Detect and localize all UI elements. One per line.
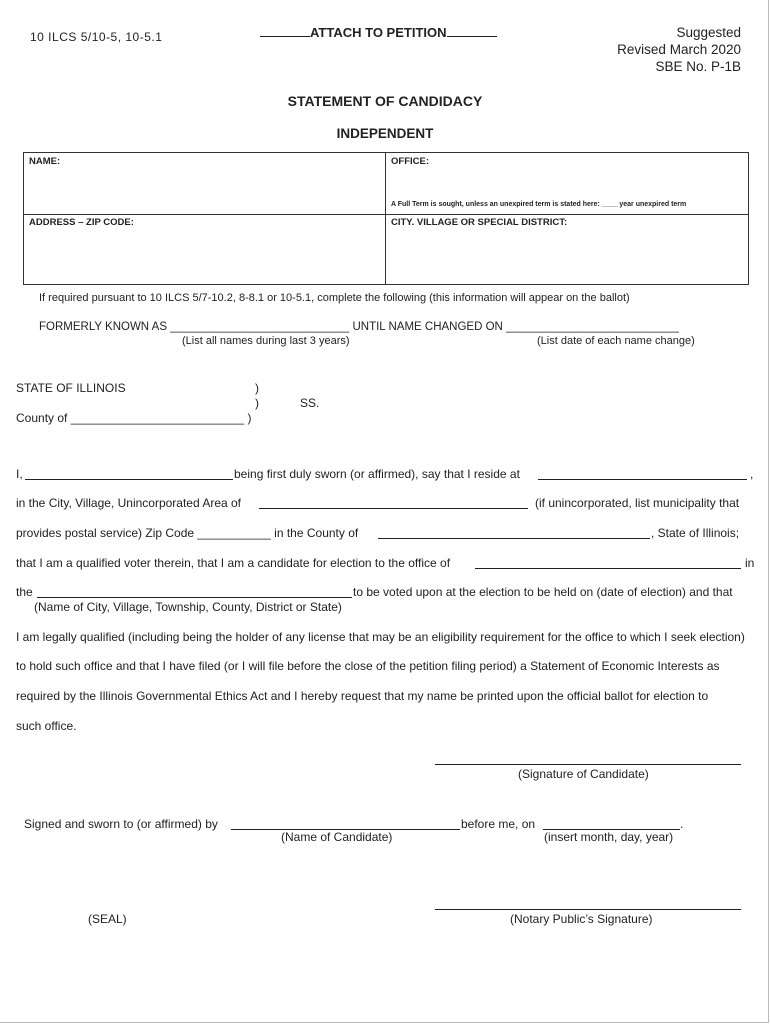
form-info	[617, 24, 741, 75]
formerly-known-as-line[interactable]: FORMERLY KNOWN AS ____________________________ UNTIL NAME CHANGED ON ___________________________	[39, 321, 679, 333]
signed-sworn-text: Signed and sworn to (or affirmed) by	[24, 817, 218, 831]
full-term-note: A Full Term is sought, unless an unexpired term is stated here: ____ year unexpired term	[391, 201, 687, 208]
candidate-signature-label: (Signature of Candidate)	[518, 767, 649, 781]
qualification-line-4: such office.	[16, 719, 77, 733]
candidate-name-line[interactable]	[25, 479, 233, 480]
oath-postal-text[interactable]: provides postal service) Zip Code ___________ in the County of	[16, 526, 359, 540]
qualification-line-1: I am legally qualified (including being the holder of any license that may be an eligibility requirement for the office to which I seek election)	[16, 630, 745, 644]
name-field[interactable]: NAME:	[29, 156, 61, 167]
box-horizontal-divider	[24, 214, 748, 215]
candidate-signature-line[interactable]	[435, 764, 741, 765]
address-field[interactable]: ADDRESS – ZIP CODE:	[29, 217, 134, 228]
attach-underline-right	[447, 26, 497, 37]
venue-paren-1: )	[255, 381, 259, 395]
box-vertical-divider	[385, 153, 386, 284]
attach-to-petition	[260, 25, 497, 40]
venue-paren-2: )	[255, 396, 259, 410]
subdivision-hint: (Name of City, Village, Township, County, District or State)	[34, 600, 342, 614]
ss-label: SS.	[300, 396, 320, 410]
name-of-candidate-hint: (Name of Candidate)	[281, 830, 393, 844]
district-field[interactable]: CITY. VILLAGE OR SPECIAL DISTRICT:	[391, 217, 568, 228]
notary-signature-label: (Notary Public’s Signature)	[510, 912, 653, 926]
oath-voted-text: to be voted upon at the election to be held on (date of election) and that	[353, 585, 733, 599]
residence-line[interactable]	[538, 479, 747, 480]
oath-state-text: , State of Illinois;	[651, 526, 740, 540]
office-field[interactable]: OFFICE:	[391, 156, 429, 167]
former-name-intro: If required pursuant to 10 ILCS 5/7-10.2, 8-8.1 or 10-5.1, complete the following (this information will appear on the ballot)	[39, 292, 630, 304]
county-of-line[interactable]	[378, 538, 650, 539]
suggested-label: Suggested	[676, 25, 741, 40]
oath-qualified-text: that I am a qualified voter therein, that I am a candidate for election to the office of	[16, 556, 451, 570]
oath-sworn-text: being first duly sworn (or affirmed), say that I reside at	[234, 467, 520, 481]
name-change-dates-hint: (List date of each name change)	[537, 335, 695, 347]
former-names-hint: (List all names during last 3 years)	[182, 335, 350, 347]
residence-comma: ,	[750, 467, 754, 481]
page-subtitle: INDEPENDENT	[336, 126, 434, 141]
before-me-text: before me, on	[461, 817, 536, 831]
oath-the-text: the	[16, 585, 33, 599]
insert-date-hint: (insert month, day, year)	[544, 830, 674, 844]
statute-reference: 10 ILCS 5/10-5, 10-5.1	[30, 30, 163, 44]
oath-i: I,	[16, 467, 23, 481]
attach-label: ATTACH TO PETITION	[310, 25, 447, 40]
state-of-illinois: STATE OF ILLINOIS	[16, 381, 126, 395]
oath-uninc-text: (if unincorporated, list municipality that	[535, 496, 740, 510]
oath-in-text: in	[745, 556, 755, 570]
revised-label: Revised March 2020	[617, 42, 741, 57]
page-title: STATEMENT OF CANDIDACY	[287, 93, 483, 109]
qualification-line-3: required by the Illinois Governmental Ethics Act and I hereby request that my name be printed upon the official ballot for election to	[16, 689, 709, 703]
oath-city-text: in the City, Village, Unincorporated Area of	[16, 496, 242, 510]
candidate-info-box	[23, 152, 749, 285]
attach-underline-left	[260, 26, 310, 37]
political-subdivision-line[interactable]	[37, 597, 352, 598]
notary-signature-line[interactable]	[435, 909, 741, 910]
sworn-date-period: .	[680, 817, 684, 831]
sbe-number: SBE No. P-1B	[655, 59, 741, 74]
office-sought-line[interactable]	[475, 568, 741, 569]
seal-label: (SEAL)	[88, 912, 127, 926]
city-village-line[interactable]	[259, 508, 528, 509]
qualification-line-2: to hold such office and that I have filed (or I will file before the close of the petition filing period) a Statement of Economic Interests as	[16, 659, 720, 673]
county-line[interactable]: County of __________________________ )	[16, 411, 252, 425]
